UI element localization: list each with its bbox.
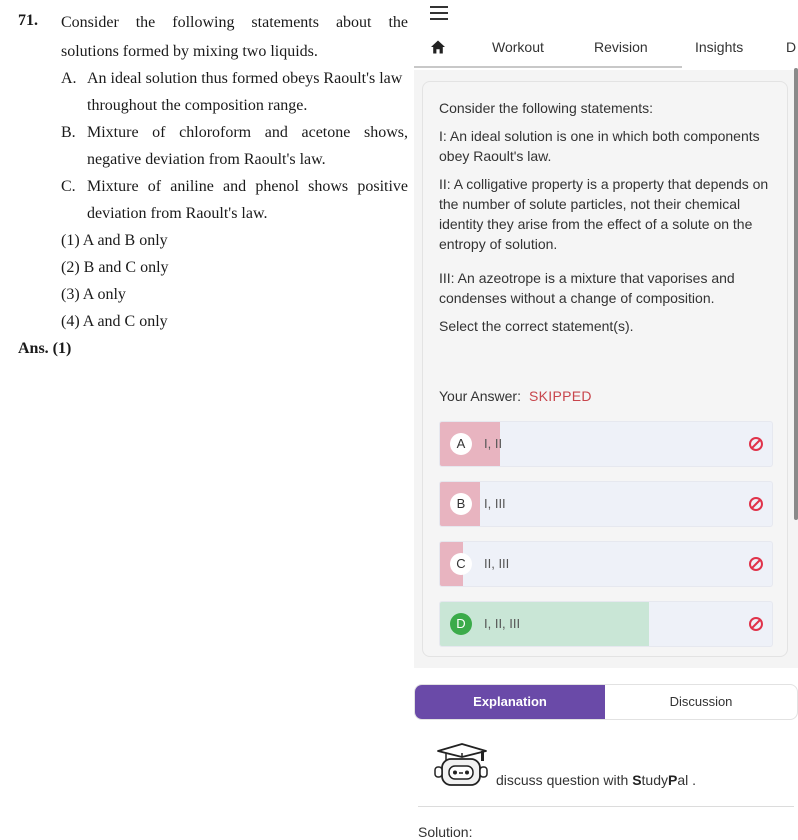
ban-icon [748, 436, 764, 452]
question-number: 71. [18, 12, 38, 29]
home-icon[interactable] [430, 39, 446, 55]
studypal-robot-icon [432, 741, 488, 789]
option-letter: C [450, 553, 472, 575]
answer-key: Ans. (1) [18, 340, 72, 357]
tab-discussion[interactable]: Discussion [669, 694, 733, 709]
answer-option: (3) A only [61, 286, 126, 303]
statement-label: C. [61, 178, 76, 195]
statement-line: An ideal solution thus formed obeys Raoult's law [87, 70, 403, 87]
tab-underline [414, 66, 682, 68]
explanation-discussion-toggle [414, 684, 798, 720]
tab-revision[interactable]: Revision [594, 39, 648, 55]
option-text: II, III [484, 556, 510, 571]
scrollbar[interactable] [794, 68, 798, 520]
quiz-panel [414, 0, 798, 839]
top-nav [414, 30, 798, 66]
answer-option: (2) B and C only [61, 259, 169, 276]
option-c[interactable] [439, 541, 773, 587]
option-text: I, II [484, 436, 503, 451]
tab-insights[interactable]: Insights [695, 39, 744, 55]
tab-workout[interactable]: Workout [492, 39, 544, 55]
option-text: I, III [484, 496, 506, 511]
question-stem-line: solutions formed by mixing two liquids. [61, 43, 318, 60]
statement-iii: III: An azeotrope is a mixture that vaporises and condenses without a change of composition. [439, 270, 735, 306]
option-text: I, II, III [484, 616, 521, 631]
statement-line: Mixture of chloroform and acetone shows, [87, 124, 408, 141]
statement-i: I: An ideal solution is one in which both components obey Raoult's law. [439, 128, 760, 164]
ban-icon [748, 556, 764, 572]
option-letter: D [450, 613, 472, 635]
statement-line: deviation from Raoult's law. [87, 205, 268, 222]
your-answer [439, 388, 592, 404]
studypal-link[interactable]: discuss question with StudyPal . [496, 772, 697, 788]
solution-heading: Solution: [418, 824, 473, 840]
your-answer-label: Your Answer: [439, 388, 521, 404]
your-answer-value: SKIPPED [528, 388, 592, 404]
option-a[interactable] [439, 421, 773, 467]
question-card-area [414, 70, 798, 668]
answer-option: (4) A and C only [61, 313, 168, 330]
question-prompt: Select the correct statement(s). [439, 318, 634, 334]
option-letter: B [450, 493, 472, 515]
statement-line: Mixture of aniline and phenol shows positive [87, 178, 408, 195]
question-card [422, 81, 788, 657]
menu-icon[interactable] [430, 6, 448, 22]
question-stem-line: Consider the following statements about the [61, 14, 408, 31]
ban-icon [748, 496, 764, 512]
tab-d[interactable]: D [786, 39, 797, 55]
divider [418, 806, 794, 807]
statement-label: A. [61, 70, 77, 87]
option-b[interactable] [439, 481, 773, 527]
statement-line: negative deviation from Raoult's law. [87, 151, 326, 168]
statement-label: B. [61, 124, 76, 141]
option-d[interactable] [439, 601, 773, 647]
statement-ii: II: A colligative property is a property that depends on the number of solute particles, not their chemical identity they arise from the effect of a solute on the entropy of solution. [439, 176, 769, 252]
question-intro: Consider the following statements: [439, 100, 653, 116]
ban-icon [748, 616, 764, 632]
answer-option: (1) A and B only [61, 232, 168, 249]
option-letter: A [450, 433, 472, 455]
tab-explanation[interactable]: Explanation [415, 685, 605, 719]
statement-line: throughout the composition range. [87, 97, 308, 114]
